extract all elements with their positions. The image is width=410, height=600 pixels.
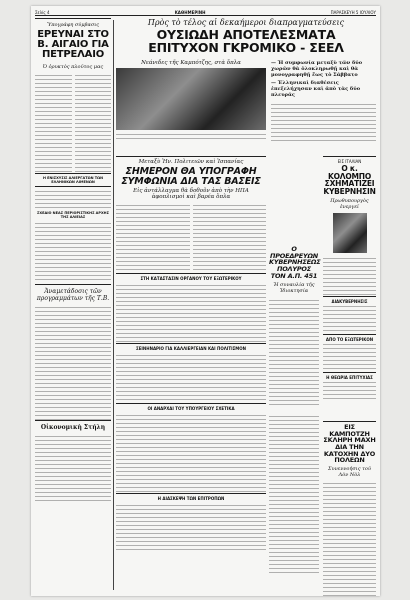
right-sub-2: ΑΠΟ ΤΟ ΕΞΩΤΕΡΙΚΟΝ xyxy=(323,334,376,342)
center-deck: Εἰς ἀντάλλαγμα θὰ δοθοῦν ἀπὸ τὴν ΗΠΑ ἀφοπλισμοὶ καὶ βαρέα ὅπλα xyxy=(133,188,249,201)
bottom-headline: ΕΙΣ ΚΑΜΠΟΤΖΗ ΣΚΛΗΡΗ ΜΑΧΗ ΔΙΑ ΤΗΝ ΚΑΤΟΧΗΝ ΔΥΟ ΠΟΛΕΩΝ xyxy=(323,423,376,465)
center-story xyxy=(116,156,266,553)
top-kicker: Πρὸς τὸ τέλος αἱ δεκαήμεροι διαπραγματεύσεις xyxy=(147,18,345,27)
left-column xyxy=(35,18,111,504)
center-sub-2: ΣΕΙΝΗΝΑΡΙΟ ΓΙΑ ΚΑΛΛΙΕΡΓΕΙΑΝ ΚΑΙ ΠΟΛΙΤΙΣΜΟΝ xyxy=(116,343,266,351)
right-headline: Ο κ. ΚΟΛΟΜΠΟ ΣΧΗΜΑΤΙΖΕΙ ΚΥΒΕΡΝΗΣΙΝ xyxy=(323,164,376,196)
left-box1: Η ΕΝΙΣΧΥΣΙΣ ΑΛΙΕΡΓΑΤΩΝ ΤΩΝ ΕΛΛΗΝΙΚΩΝ ΛΙΜΕΝΩΝ xyxy=(35,173,111,187)
top-headline-2: ΕΠΙΤΥΧΟΝ ΓΚΡΟΜΙΚΟ - ΣΕΕΛ xyxy=(148,39,344,55)
top-headline-1: ΟΥΣΙΩΔΗ ΑΠΟΤΕΛΕΣΜΑΤΑ xyxy=(156,27,336,42)
top-story xyxy=(116,18,376,55)
bottom-deck: Συνεννοήσις τοῦ Λὸν Νὸλ xyxy=(328,465,371,478)
cambodia-photo xyxy=(116,68,266,130)
middle-headline: Ο ΠΡΟΕΔΡΕΥΩΝ ΚΥΒΕΡΝΗΣΕΩΣ ΠΟΛΥΡΟΣ ΤΟΝ Α.Π. 451 xyxy=(269,245,321,280)
paper-name: ΚΑΘΗΜΕΡΙΝΗ xyxy=(174,9,206,15)
masthead xyxy=(35,9,376,16)
left-headline: ΕΡΕΥΝΑΙ ΣΤΟ Β. ΑΙΓΑΙΟ ΓΙΑ ΠΕΤΡΕΛΑΙΟ xyxy=(37,29,109,61)
bottom-story xyxy=(323,421,376,596)
center-sub-1: ΣΤΗ ΚΑΤΑΣΤΑΣΙΝ ΟΡΓΑΝΟΥ ΤΟΥ ΕΞΩΤΕΡΙΚΟΥ xyxy=(116,273,266,281)
economy-head: Οἰκονομικὴ Στήλη xyxy=(35,420,111,431)
top-deck-1: — Ἡ συμφωνία μεταξὺ τῶν δύο χωρῶν θὰ ὁλοκληρωθῇ καὶ θὰ μονογραφηθῇ ἕως τὸ Σάββατο xyxy=(271,60,363,78)
top-decks xyxy=(271,60,376,142)
program-head: Ἀναμετάδοσις τῶν προγραμμάτων τῆς Τ.Β. xyxy=(35,284,111,302)
center-sub-4: Η ΔΙΑΣΚΕΨΗ ΤΩΝ ΕΠΙΤΡΟΠΩΝ xyxy=(116,493,266,501)
center-headline: ΣΗΜΕΡΟΝ ΘΑ ΥΠΟΓΡΑΦΗ ΣΥΜΦΩΝΙΑ ΔΙΑ ΤΑΣ ΒΑΣΕΙΣ xyxy=(121,166,261,187)
right-story xyxy=(323,156,376,400)
right-deck: Πρωθυπουργὸς ἐνεργεῖ xyxy=(330,197,369,210)
left-box2: ΣΧΕΔΙΟ ΝΕΑΣ ΠΕΡΙΟΡΙΣΤΙΚΗΣ ΑΡΧΗΣ ΤΗΣ ΑΛΙΕΙΑΣ xyxy=(37,210,109,219)
newspaper-page xyxy=(31,6,380,596)
photo-block xyxy=(116,60,266,142)
page-number: Σελίς 4 xyxy=(35,9,50,15)
middle-deck: Ἡ συναυλία τῆς Ἰδιοκτησία xyxy=(273,282,315,295)
left-kicker: Ὑπογράφη σύμβασις xyxy=(35,18,111,28)
right-sub-3: Η ΘΕΩΡΙΑ ΕΠΙΤΥΧΙΑΣ xyxy=(323,372,376,380)
right-kicker: ΕΙΣ ΙΤΑΛΙΑΝ xyxy=(323,156,376,164)
center-sub-3: ΟΙ ΑΝΑΡΧΑΙ ΤΟΥ ΥΠΟΥΡΓΕΙΟΥ ΣΧΕΤΙΚΑ xyxy=(116,403,266,411)
left-subkicker: Ὁ ὁρυκτὸς πλοῦτος μας xyxy=(42,63,104,70)
date-line: ΠΑΡΑΣΚΕΥΗ 5 ΙΟΥΛΙΟΥ xyxy=(330,9,376,15)
right-sub-1: ΔΙΑΚΥΒΕΡΝΗΣΙΣ xyxy=(323,296,376,304)
top-deck-2: — Ἐλληνικαὶ διαθέσεις ἐπεξελήχησαν καὶ ἀπὸ τὰς δύο πλευράς xyxy=(271,80,361,98)
kolombo-portrait xyxy=(333,213,367,253)
center-kicker: Μεταξὺ Ἡν. Πολιτειῶν καὶ Ἰσπανίας xyxy=(116,156,266,165)
photo-caption: Νεάνιδες τῆς Καμπότζης, στὰ ὅπλα xyxy=(141,60,241,66)
middle-story xyxy=(269,246,319,574)
